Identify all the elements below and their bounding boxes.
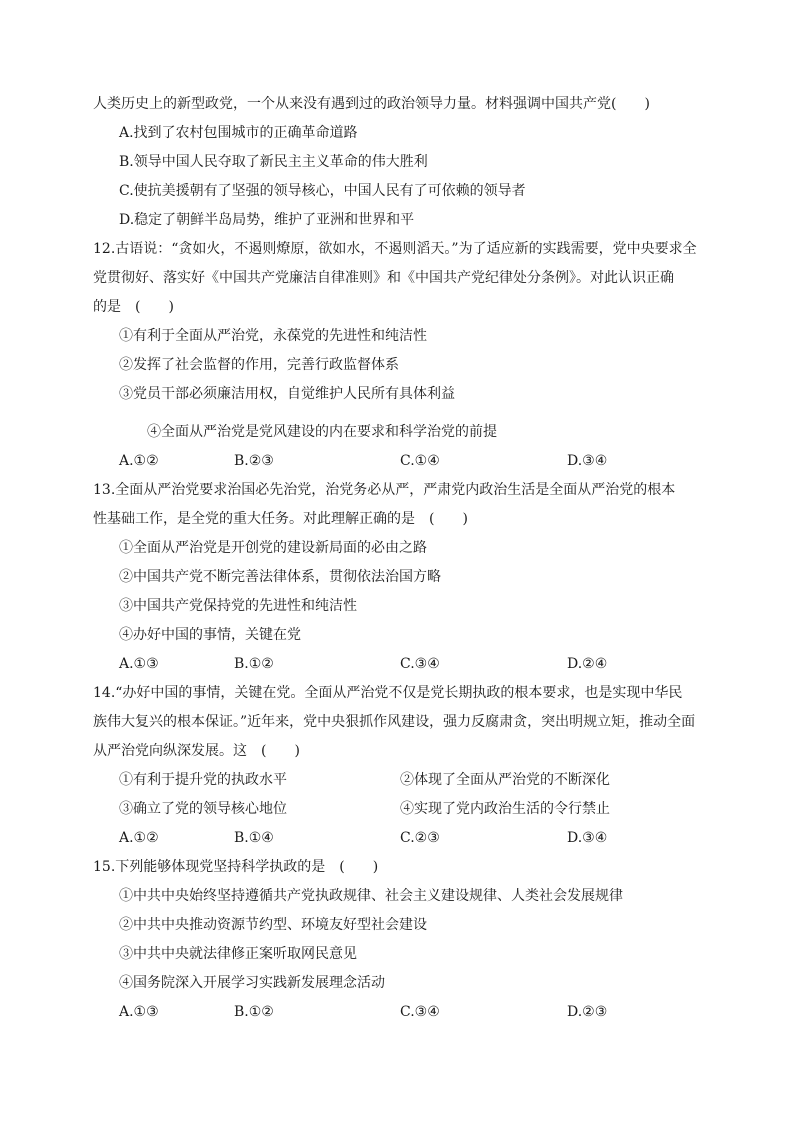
q12-choice-c: C.①④ [400, 453, 440, 469]
q14-statement-4: ④实现了党内政治生活的令行禁止 [400, 801, 610, 817]
q12-statement-4: ④全面从严治党是党风建设的内在要求和科学治党的前提 [147, 424, 497, 440]
q15-choice-b: B.①② [234, 1004, 274, 1020]
q13-stem-line2: 性基础工作，是全党的重大任务。对此理解正确的是 ( ) [93, 511, 468, 527]
q13-choice-c: C.③④ [400, 656, 440, 672]
q14-stem-line2: 族伟大复兴的根本保证。”近年来，党中央狠抓作风建设，强力反腐肃贪，突出明规立矩，推动全面 [93, 714, 696, 730]
q14-statement-3: ③确立了党的领导核心地位 [119, 801, 287, 817]
q12-stem-line3: 的是 ( ) [93, 299, 174, 315]
q12-statement-3: ③党员干部必须廉洁用权，自觉维护人民所有具体利益 [119, 386, 455, 402]
q15-statement-1: ①中共中央始终坚持遵循共产党执政规律、社会主义建设规律、人类社会发展规律 [119, 888, 623, 904]
q15-choice-d: D.②③ [567, 1004, 608, 1020]
q12-statement-1: ①有利于全面从严治党，永葆党的先进性和纯洁性 [119, 328, 427, 344]
q13-stem-line1: 13.全面从严治党要求治国必先治党，治党务必从严，严肃党内政治生活是全面从严治党的根本 [93, 482, 676, 498]
q13-statement-4: ④办好中国的事情，关键在党 [119, 627, 301, 643]
q15-stem-line1: 15.下列能够体现党坚持科学执政的是 ( ) [93, 859, 379, 875]
q13-statement-1: ①全面从严治党是开创党的建设新局面的必由之路 [119, 540, 427, 556]
q11-option-b: B.领导中国人民夺取了新民主主义革命的伟大胜利 [119, 154, 428, 170]
q15-statement-3: ③中共中央就法律修正案听取网民意见 [119, 946, 357, 962]
q12-stem-line2: 党贯彻好、落实好《中国共产党廉洁自律准则》和《中国共产党纪律处分条例》。对此认识正确 [93, 270, 674, 286]
q12-statement-2: ②发挥了社会监督的作用，完善行政监督体系 [119, 357, 399, 373]
q15-choice-c: C.③④ [400, 1004, 440, 1020]
q15-statement-4: ④国务院深入开展学习实践新发展理念活动 [119, 975, 385, 991]
q14-choice-c: C.②③ [400, 830, 440, 846]
q11-stem-line1: 人类历史上的新型政党，一个从来没有遇到过的政治领导力量。材料强调中国共产党( ) [93, 96, 650, 112]
q13-statement-3: ③中国共产党保持党的先进性和纯洁性 [119, 598, 357, 614]
q14-statement-2: ②体现了全面从严治党的不断深化 [400, 772, 610, 788]
q12-choice-d: D.③④ [567, 453, 608, 469]
q15-statement-2: ②中共中央推动资源节约型、环境友好型社会建设 [119, 917, 427, 933]
q11-option-d: D.稳定了朝鲜半岛局势，维护了亚洲和世界和平 [119, 212, 415, 228]
q14-choice-a: A.①② [119, 830, 159, 846]
q12-choice-a: A.①② [119, 453, 159, 469]
q12-stem-line1: 12.古语说：“贪如火，不遏则燎原，欲如水，不遏则滔天。”为了适应新的实践需要，党中央要求全 [93, 241, 697, 257]
q15-choice-a: A.①③ [119, 1004, 159, 1020]
q13-choice-a: A.①③ [119, 656, 159, 672]
q14-choice-d: D.③④ [567, 830, 608, 846]
q12-choice-b: B.②③ [234, 453, 274, 469]
q14-stem-line3: 从严治党向纵深发展。这 ( ) [93, 743, 300, 759]
q13-choice-d: D.②④ [567, 656, 608, 672]
q13-statement-2: ②中国共产党不断完善法律体系，贯彻依法治国方略 [119, 569, 441, 585]
q14-choice-b: B.①④ [234, 830, 274, 846]
q11-option-c: C.使抗美援朝有了坚强的领导核心，中国人民有了可依赖的领导者 [119, 183, 526, 199]
q14-statement-1: ①有利于提升党的执政水平 [119, 772, 287, 788]
q11-option-a: A.找到了农村包围城市的正确革命道路 [119, 125, 358, 141]
q14-stem-line1: 14.“办好中国的事情，关键在党。全面从严治党不仅是党长期执政的根本要求，也是实现中华民 [93, 685, 683, 701]
q13-choice-b: B.①② [234, 656, 274, 672]
